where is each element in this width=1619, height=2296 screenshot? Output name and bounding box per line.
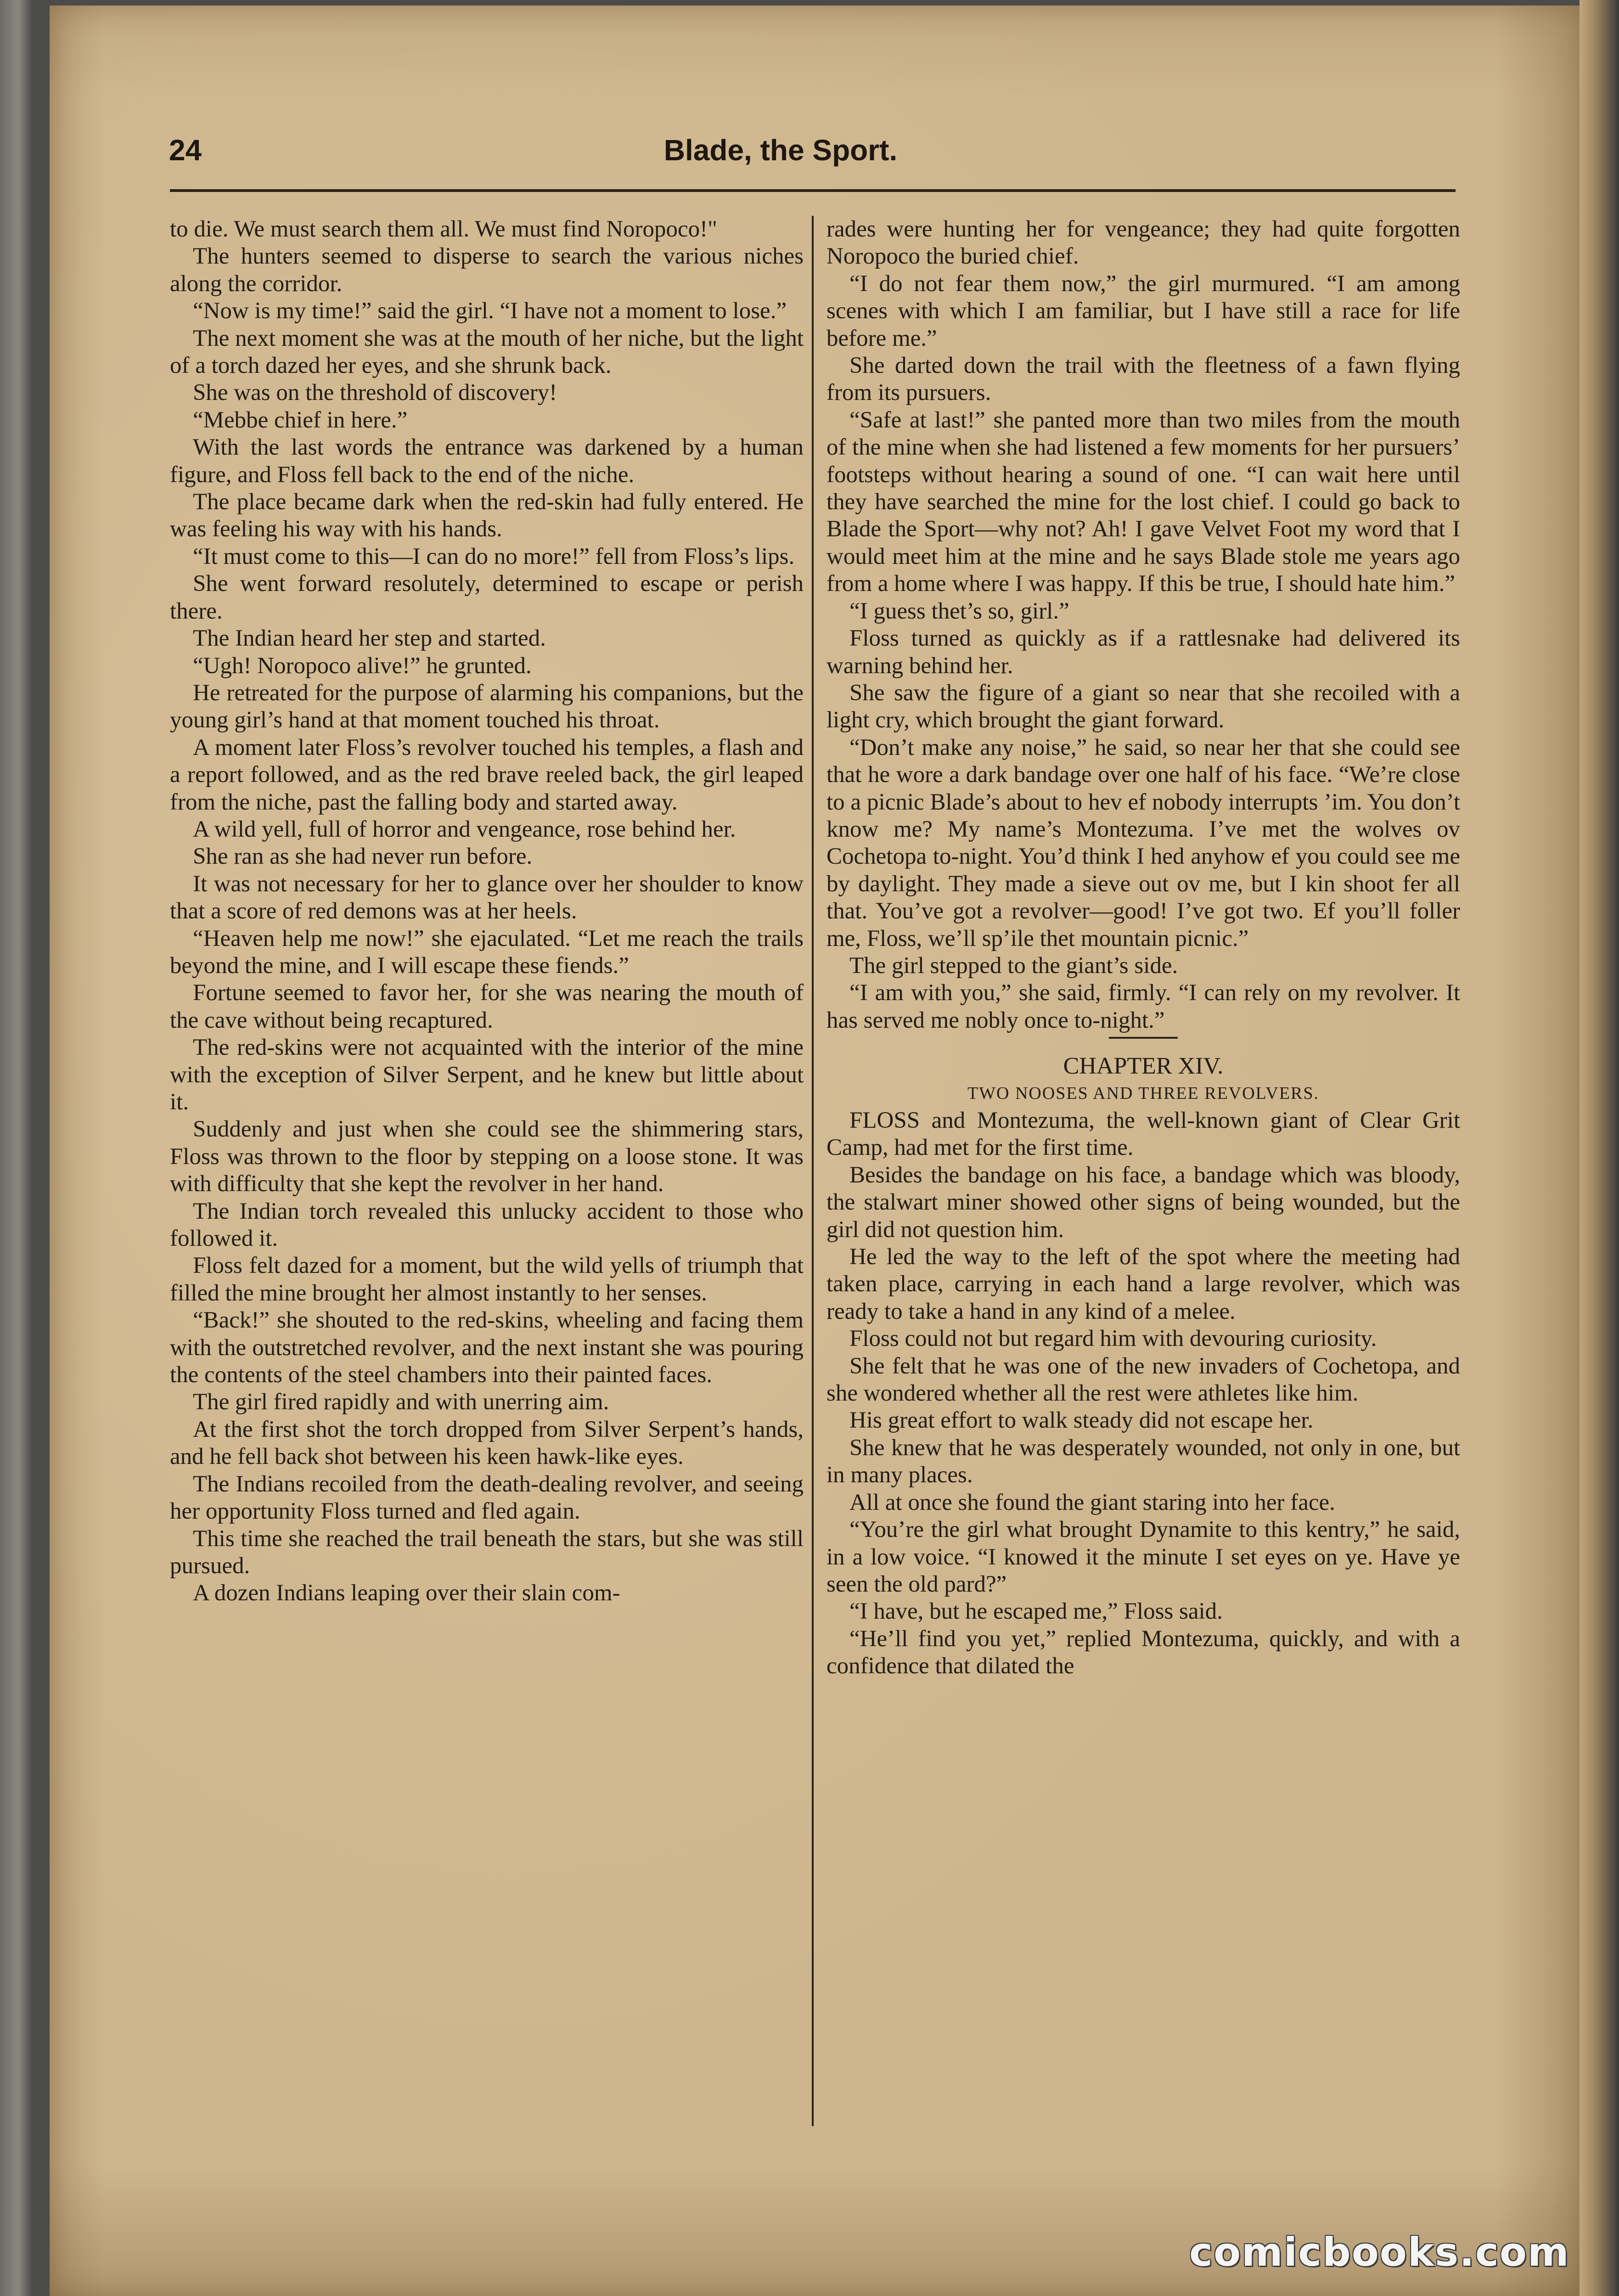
paragraph: Floss turned as quickly as if a rattlesnake had delivered its warning behind her.	[826, 625, 1460, 679]
paragraph: A wild yell, full of horror and vengeance, rose behind her.	[193, 816, 736, 842]
paragraph: Floss could not but regard him with devouring curiosity.	[849, 1326, 1377, 1352]
paragraph: Besides the bandage on his face, a bandage which was bloody, the stalwart miner showed other signs of being wounded, but the girl did not question him.	[826, 1162, 1460, 1243]
paragraph: The next moment she was at the mouth of her niche, but the light of a torch dazed her eyes, and she shrunk back.	[170, 325, 804, 379]
paragraph: He retreated for the purpose of alarming his companions, but the young girl’s hand at that moment touched his throat.	[170, 680, 804, 733]
paragraph: “I am with you,” she said, firmly. “I can rely on my revolver. It has served me nobly once to-night.”	[826, 980, 1460, 1033]
paragraph: “Mebbe chief in here.”	[193, 407, 408, 433]
right-column-text-after-chapter	[826, 1107, 1460, 1680]
paragraph: She went forward resolutely, determined to escape or perish there.	[170, 571, 804, 624]
paragraph: The girl stepped to the giant’s side.	[849, 952, 1178, 979]
chapter-heading: CHAPTER XIV.	[1063, 1053, 1224, 1080]
paragraph: “You’re the girl what brought Dynamite to this kentry,” he said, in a low voice. “I knowed it the minute I set eyes on ye. Have ye seen the old pard?”	[826, 1517, 1460, 1597]
column-divider	[812, 216, 814, 2126]
paragraph: “Safe at last!” she panted more than two miles from the mouth of the mine when she had listened a few moments for her pursuers’ footsteps without hearing a sound of one. “I can wait here until they have searched the mine for the lost chief. I could go back to Blade the Sport—why not? Ah! I gave Velvet Foot my word that I would meet him at the mine and he says Blade stole me years ago from a home where I was happy. If this be true, I should hate him.”	[826, 407, 1460, 597]
chapter-divider-rule	[1109, 1037, 1178, 1039]
paragraph: She ran as she had never run before.	[193, 844, 533, 870]
paragraph: She knew that he was desperately wounded, not only in one, but in many places.	[826, 1435, 1460, 1488]
header-rule	[170, 189, 1456, 192]
paragraph: “Don’t make any noise,” he said, so near her that she could see that he wore a dark bandage over one half of his face. “We’re close to a picnic Blade’s about to hev ef nobody interrupts ’im. You don’t know me? My name’s Montezuma. I’ve met the wolves ov Cochetopa to-night. You’d think I hed anyhow ef you could see me by daylight. They made a sieve out ov me, but I kin shoot fer all that. You’ve got a revolver—good! I’ve got two. Ef you’ll foller me, Floss, we’ll sp’ile thet mountain picnic.”	[826, 734, 1460, 951]
paragraph: Floss felt dazed for a moment, but the wild yells of triumph that filled the mine brought her almost instantly to her senses.	[170, 1253, 804, 1306]
paragraph: Fortune seemed to favor her, for she was nearing the mouth of the cave without being recaptured.	[170, 980, 804, 1033]
page-number: 24	[169, 134, 202, 167]
page-header	[119, 133, 1442, 179]
right-column	[826, 216, 1460, 1680]
paragraph: She darted down the trail with the fleetness of a fawn flying from its pursuers.	[826, 353, 1460, 406]
next-page-edge	[1580, 0, 1619, 2296]
paragraph: It was not necessary for her to glance over her shoulder to know that a score of red demons was at her heels.	[170, 871, 804, 924]
paragraph: “I guess thet’s so, girl.”	[849, 598, 1069, 624]
paragraph: “Heaven help me now!” she ejaculated. “Let me reach the trails beyond the mine, and I will escape these fiends.”	[170, 925, 804, 979]
paragraph: With the last words the entrance was darkened by a human figure, and Floss fell back to the end of the niche.	[170, 434, 804, 488]
paragraph: “Back!” she shouted to the red-skins, wheeling and facing them with the outstretched revolver, and the next instant she was pouring the contents of the steel chambers into their painted faces.	[170, 1307, 804, 1388]
paragraph: “I have, but he escaped me,” Floss said.	[849, 1598, 1223, 1625]
paragraph: The Indian heard her step and started.	[193, 625, 546, 652]
chapter-subtitle: TWO NOOSES AND THREE REVOLVERS.	[967, 1083, 1320, 1103]
paragraph: The Indians recoiled from the death-dealing revolver, and seeing her opportunity Floss turned and fled again.	[170, 1471, 804, 1525]
paragraph: The Indian torch revealed this unlucky accident to those who followed it.	[170, 1198, 804, 1252]
paragraph: He led the way to the left of the spot where the meeting had taken place, carrying in each hand a large revolver, which was ready to take a hand in any kind of a melee.	[826, 1244, 1460, 1324]
paragraph: A dozen Indians leaping over their slain com-	[193, 1580, 620, 1606]
paragraph: “I do not fear them now,” the girl murmured. “I am among scenes with which I am familiar, but I have still a race for life before me.”	[826, 270, 1460, 351]
paragraph: The red-skins were not acquainted with the interior of the mine with the exception of Silver Serpent, and he knew but little about it.	[170, 1035, 804, 1115]
paragraph: “It must come to this—I can do no more!” fell from Floss’s lips.	[193, 543, 795, 569]
paragraph: A moment later Floss’s revolver touched his temples, a flash and a report followed, and as the red brave reeled back, the girl leaped from the niche, past the falling body and started away.	[170, 734, 804, 815]
right-column-text-before-chapter	[826, 216, 1460, 1034]
paragraph: The place became dark when the red-skin had fully entered. He was feeling his way with his hands.	[170, 489, 804, 542]
left-column	[170, 216, 804, 1607]
paragraph: His great effort to walk steady did not escape her.	[849, 1407, 1314, 1434]
watermark: comicbooks.com	[1189, 2229, 1570, 2275]
running-title: Blade, the Sport.	[663, 134, 898, 167]
paragraph: Suddenly and just when she could see the shimmering stars, Floss was thrown to the floor by stepping on a loose stone. It was with difficulty that she kept the revolver in her hand.	[170, 1116, 804, 1197]
paragraph: She saw the figure of a giant so near that she recoiled with a light cry, which brought the giant forward.	[826, 680, 1460, 733]
paragraph: to die. We must search them all. We must find Noropoco!"	[170, 216, 717, 242]
paragraph: She felt that he was one of the new invaders of Cochetopa, and she wondered whether all the rest were athletes like him.	[826, 1353, 1460, 1407]
paragraph: She was on the threshold of discovery!	[193, 380, 557, 406]
paragraph: rades were hunting her for vengeance; they had quite forgotten Noropoco the buried chief.	[826, 216, 1460, 270]
paragraph: “He’ll find you yet,” replied Montezuma, quickly, and with a confidence that dilated the	[826, 1626, 1460, 1679]
paragraph: All at once she found the giant staring into her face.	[849, 1489, 1335, 1515]
paragraph: The girl fired rapidly and with unerring aim.	[193, 1389, 609, 1415]
paragraph: The hunters seemed to disperse to search the various niches along the corridor.	[170, 243, 804, 297]
paragraph: This time she reached the trail beneath the stars, but she was still pursued.	[170, 1525, 804, 1579]
paragraph: FLOSS and Montezuma, the well-known giant of Clear Grit Camp, had met for the first time.	[826, 1108, 1460, 1161]
paragraph: “Ugh! Noropoco alive!” he grunted.	[193, 653, 532, 679]
paragraph: “Now is my time!” said the girl. “I have not a moment to lose.”	[193, 298, 787, 324]
paragraph: At the first shot the torch dropped from Silver Serpent’s hands, and he fell back shot between his keen hawk-like eyes.	[170, 1416, 804, 1470]
